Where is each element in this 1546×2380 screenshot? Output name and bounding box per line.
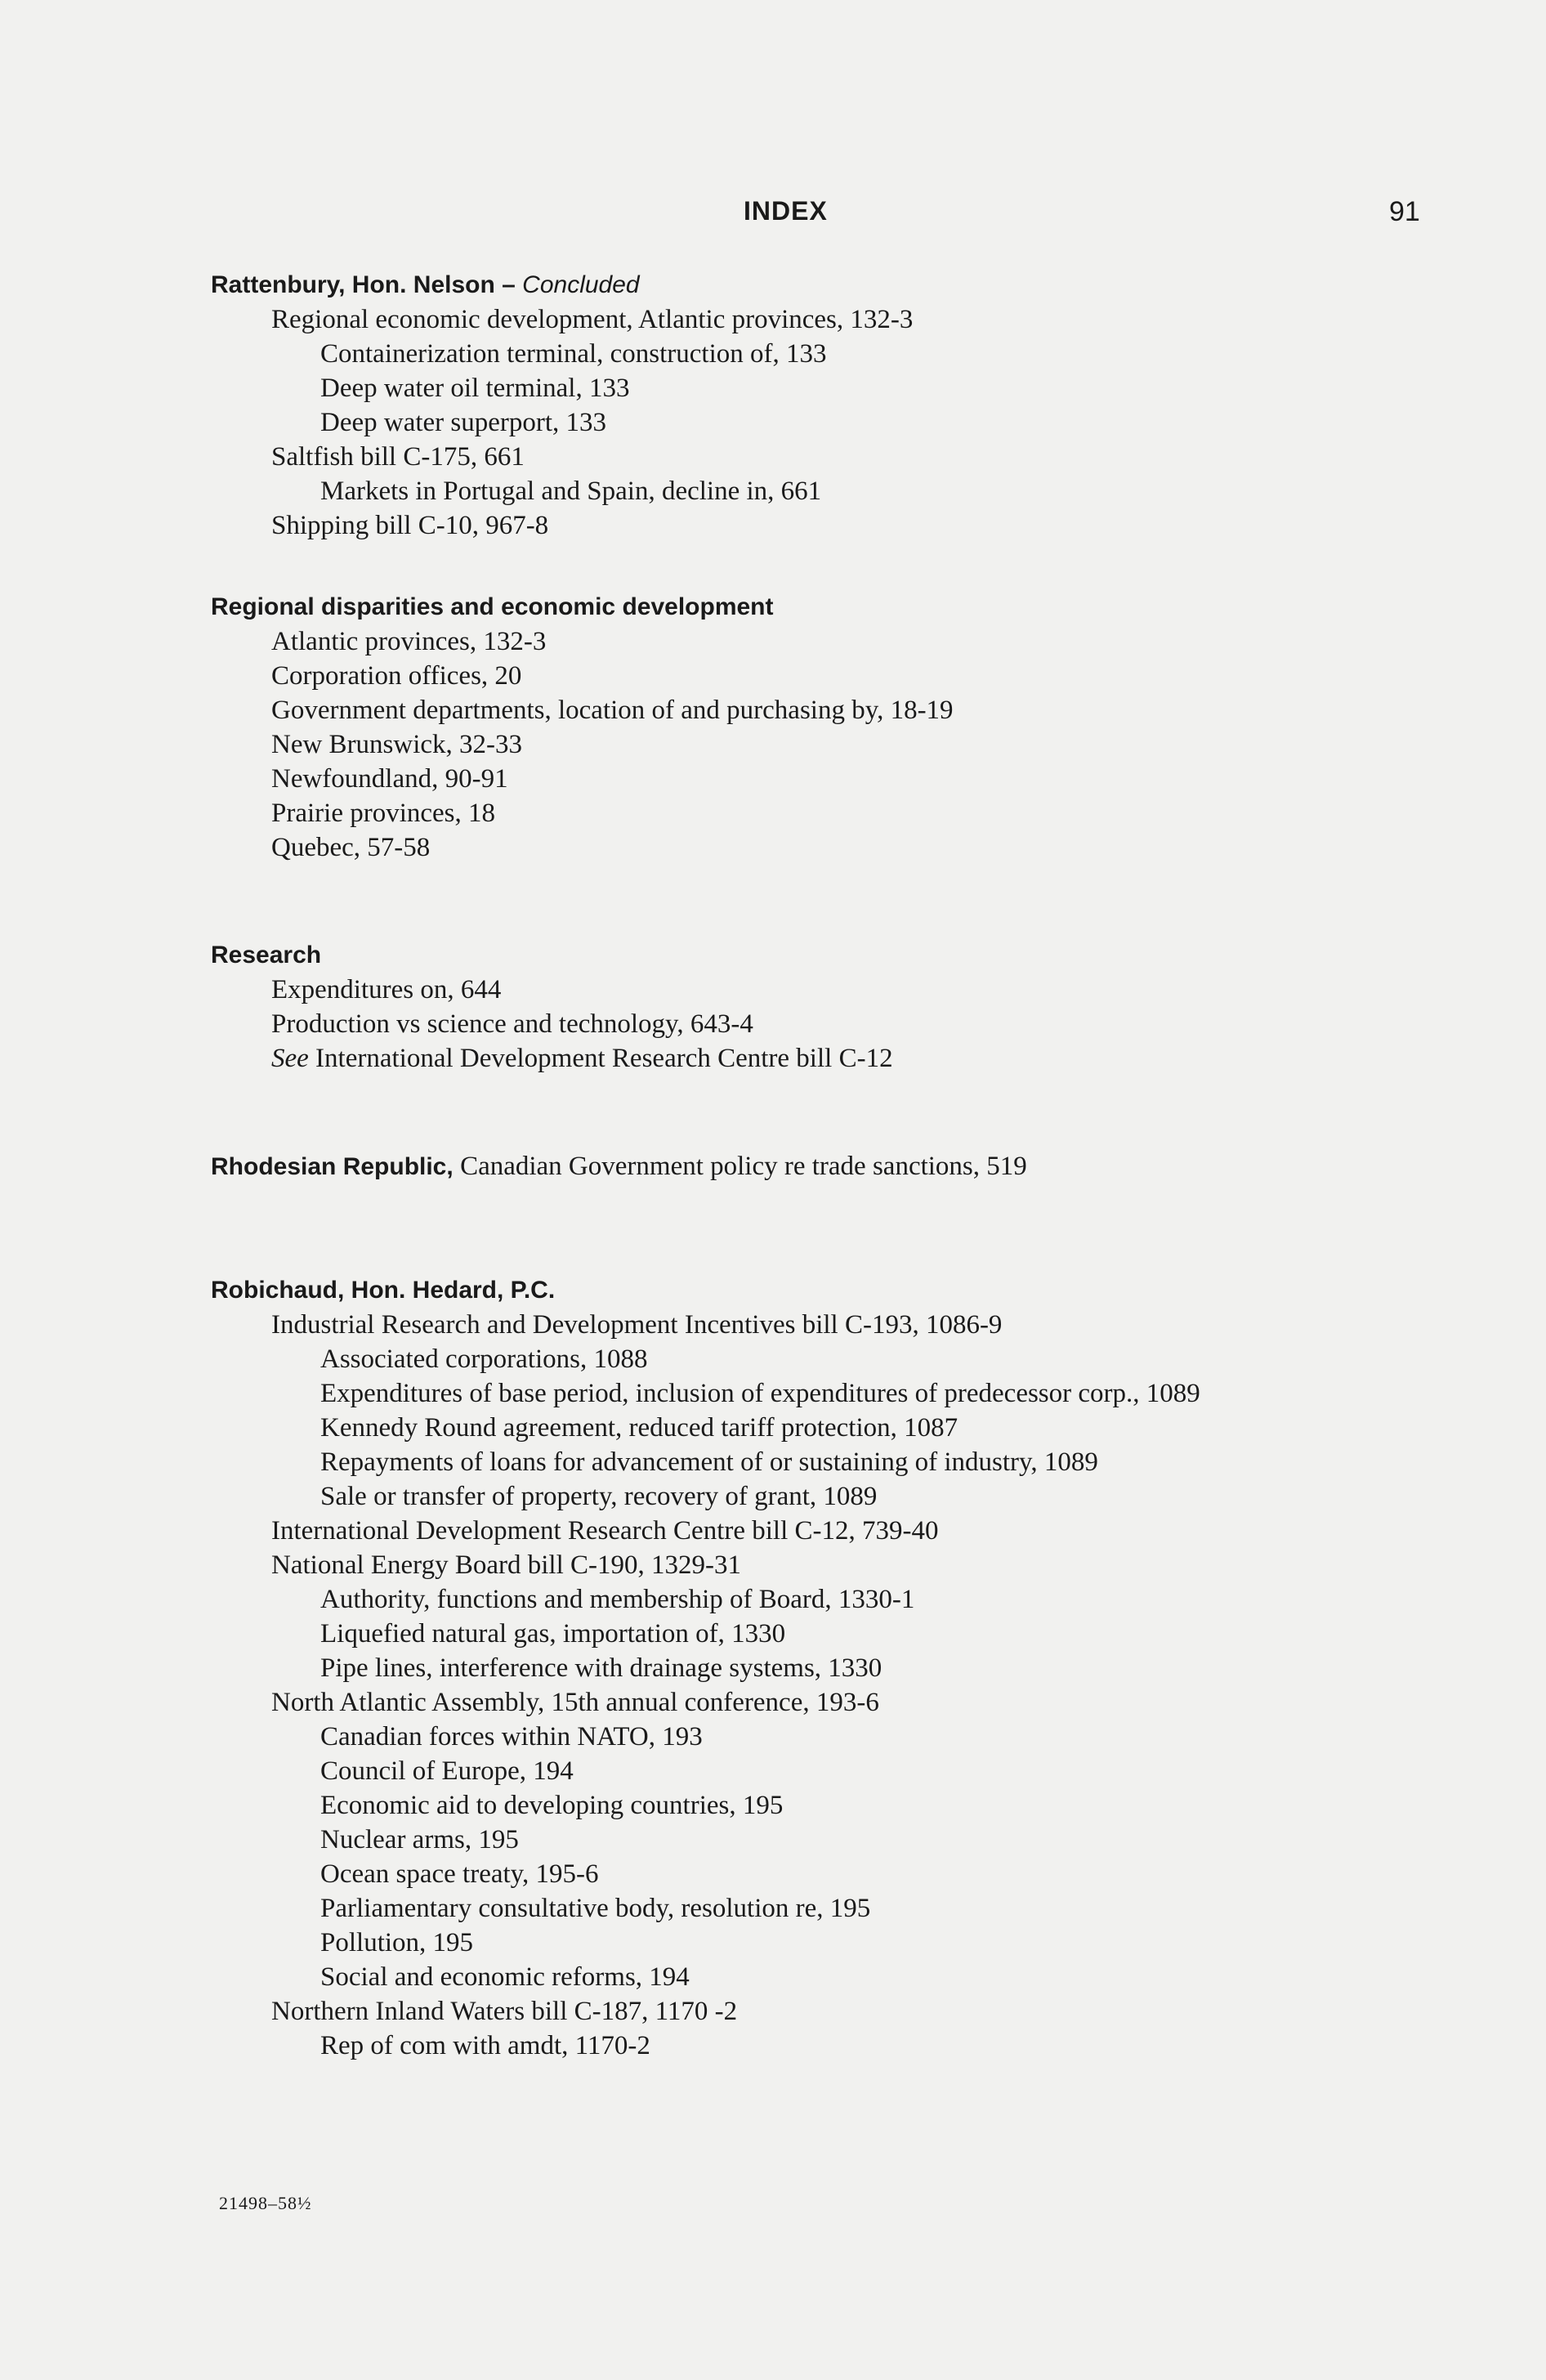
subentry: Deep water oil terminal, 133 [320, 374, 630, 403]
subentry: Atlantic provinces, 132-3 [271, 627, 547, 656]
see-reference [211, 1041, 1486, 1076]
entry-spacer [211, 1183, 1486, 1273]
see-word: See [271, 1044, 309, 1073]
subentry: Associated corporations, 1088 [320, 1344, 648, 1374]
entry-heading: Regional disparities and economic development [211, 593, 774, 620]
page-number: 91 [1389, 196, 1420, 227]
entry-heading-name: Rattenbury, Hon. Nelson – [211, 271, 516, 298]
subentry: Social and economic reforms, 194 [320, 1962, 690, 1992]
subentry: Pipe lines, interference with drainage systems, 1330 [320, 1653, 882, 1683]
subentry: Newfoundland, 90-91 [271, 764, 508, 794]
entry-spacer [211, 543, 1486, 590]
subentry: Government departments, location of and purchasing by, 18-19 [271, 696, 954, 725]
subentry: Expenditures on, 644 [271, 975, 502, 1004]
subentry: Repayments of loans for advancement of or sustaining of industry, 1089 [320, 1447, 1098, 1477]
subentry: Rep of com with amdt, 1170-2 [320, 2031, 650, 2060]
subentry: New Brunswick, 32-33 [271, 730, 523, 759]
subentry: Deep water superport, 133 [320, 408, 607, 437]
subentry: North Atlantic Assembly, 15th annual conference, 193-6 [271, 1688, 879, 1717]
entry-spacer [211, 865, 1486, 938]
subentry: Sale or transfer of property, recovery of grant, 1089 [320, 1482, 878, 1511]
entry-heading: Robichaud, Hon. Hedard, P.C. [211, 1277, 556, 1304]
entry-heading [211, 268, 1486, 302]
subentry: Corporation offices, 20 [271, 661, 522, 691]
entry-heading: Research [211, 942, 322, 969]
subentry: Shipping bill C-10, 967-8 [271, 511, 549, 540]
subentry: Parliamentary consultative body, resolution re, 195 [320, 1894, 871, 1923]
see-target: International Development Research Centre bill C-12 [315, 1044, 893, 1073]
subentry: Northern Inland Waters bill C-187, 1170 -2 [271, 1997, 738, 2026]
subentry: Regional economic development, Atlantic provinces, 132-3 [271, 305, 914, 334]
index-entry-rhodesian-republic [211, 1149, 1486, 1183]
subentry: Ocean space treaty, 195-6 [320, 1859, 599, 1889]
subentry: Containerization terminal, construction of, 133 [320, 339, 827, 369]
index-entry-rattenbury [211, 268, 1486, 543]
subentry: International Development Research Centre bill C-12, 739-40 [271, 1516, 939, 1546]
subentry: Nuclear arms, 195 [320, 1825, 519, 1854]
index-entries [211, 268, 1486, 2063]
subentry: National Energy Board bill C-190, 1329-31 [271, 1550, 741, 1580]
subentry: Canadian forces within NATO, 193 [320, 1722, 703, 1751]
page-title: INDEX [744, 196, 828, 226]
subentry: Pollution, 195 [320, 1928, 474, 1957]
subentry: Markets in Portugal and Spain, decline in, 661 [320, 476, 822, 506]
subentry: Kennedy Round agreement, reduced tariff protection, 1087 [320, 1413, 958, 1443]
subentry: Expenditures of base period, inclusion of expenditures of predecessor corp., 1089 [320, 1379, 1200, 1408]
entry-heading-suffix: Concluded [522, 271, 640, 298]
subentry: Economic aid to developing countries, 195 [320, 1791, 784, 1820]
printer-signature: 21498–58½ [219, 2193, 312, 2213]
entry-heading [211, 1149, 1486, 1183]
subentry: Industrial Research and Development Incentives bill C-193, 1086-9 [271, 1310, 1003, 1340]
subentry: Production vs science and technology, 643-4 [271, 1009, 753, 1039]
subentry: Saltfish bill C-175, 661 [271, 442, 525, 472]
index-entry-research [211, 938, 1486, 1076]
subentry: Prairie provinces, 18 [271, 799, 496, 828]
subentry: Authority, functions and membership of Board, 1330-1 [320, 1585, 915, 1614]
subentry: Council of Europe, 194 [320, 1756, 574, 1786]
index-entry-robichaud [211, 1273, 1486, 2063]
subentry: Liquefied natural gas, importation of, 1330 [320, 1619, 786, 1649]
entry-spacer [211, 1076, 1486, 1149]
entry-heading-name: Rhodesian Republic, [211, 1153, 454, 1180]
index-entry-regional-disparities [211, 590, 1486, 865]
subentry: Quebec, 57-58 [271, 833, 431, 862]
entry-inline-text: Canadian Government policy re trade sanctions, 519 [460, 1152, 1027, 1181]
